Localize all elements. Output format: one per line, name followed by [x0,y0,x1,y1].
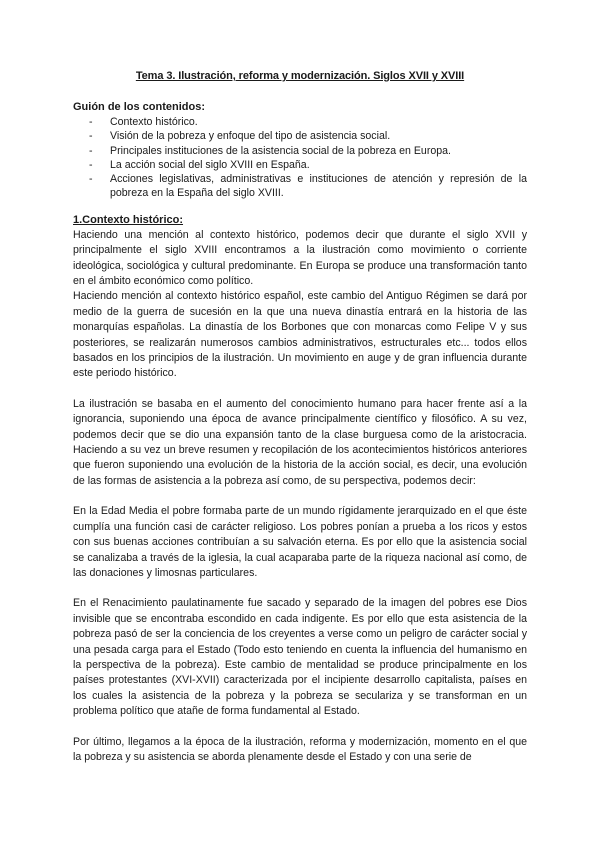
outline-item: - Principales instituciones de la asistencia social de la pobreza en Europa. [73,144,527,158]
outline-item: - Visión de la pobreza y enfoque del tipo de asistencia social. [73,129,527,143]
document-title: Tema 3. Ilustración, reforma y modernización. Siglos XVII y XVIII [135,70,465,82]
outline-item: - Acciones legislativas, administrativas e instituciones de atención y represión de la pobreza en la España del siglo XVIII. [73,172,527,201]
paragraph: Haciendo mención al contexto histórico español, este cambio del Antiguo Régimen se dará por medio de la guerra de sucesión en la que una nueva dinastía entrará en la historia de las monarquías españolas. La dinastía de los Borbones que con monarcas como Felipe V y sus posteriores, se realizarán numerosos cambios administrativos, estructurales etc... todos ellos basados en los principios de la ilustración. Un movimiento en auge y de gran influencia durante este periodo histórico. [73,290,527,380]
outline-item: - La acción social del siglo XVIII en España. [73,158,527,172]
paragraph: En el Renacimiento paulatinamente fue sacado y separado de la imagen del pobres ese Dios invisible que se encontraba escondido en cada indigente. Es por ello que esta asistencia de la pobreza pasó de ser la conciencia de los creyentes a verse como un peligro de carácter social y una pesada carga para el Estado (Todo esto teniendo en cuenta la influencia del humanismo en la perspectiva de la pobreza). Este cambio de mentalidad se produce principalmente en los países protestantes (XVI-XVII) caracterizada por el incipiente desarrollo capitalista, países en los cuales la asistencia de la pobreza y la pobreza se seculariza y se transforman en un problema político que atañe de forma fundamental al Estado. [73,597,527,718]
outline-heading: Guión de los contenidos: [73,101,205,113]
paragraph: Por último, llegamos a la época de la ilustración, reforma y modernización, momento en el que la pobreza y su asistencia se aborda plenamente desde el Estado y con una serie de [73,735,527,763]
outline-list [73,115,527,201]
paragraph: Haciendo una mención al contexto histórico, podemos decir que durante el siglo XVII y principalmente el siglo XVIII encontramos a la ilustración como movimiento o corriente ideológica, sociológica y cultural predominante. En Europa se produce una transformación tanto en el ámbito económico como político. [73,228,527,287]
paragraph: En la Edad Media el pobre formaba parte de un mundo rígidamente jerarquizado en el que éste cumplía una función casi de carácter religioso. Los pobres ponían a prueba a los ricos y estos con sus buenas acciones contribuían a su salvación eterna. Es por ello que la asistencia social se canalizaba a través de la iglesia, la cual acaparaba parte de la riqueza nacional así como, de las donaciones y limosnas particulares. [73,505,527,579]
paragraph: La ilustración se basaba en el aumento del conocimiento humano para hacer frente así a la ignorancia, suponiendo una época de avance principalmente científico y filosófico. A su vez, podemos decir que se dio una expansión tanto de la clase burguesa como de la aristocracia. Haciendo a su vez un breve resumen y recopilación de los acontecimientos históricos anteriores que fueron suponiendo una evolución de la historia de la acción social, es decir, una evolución de las formas de asistencia a la pobreza así como, de su perspectiva, podemos decir: [73,397,527,487]
outline-item: - Contexto histórico. [73,115,527,129]
section-heading: 1.Contexto histórico: [73,213,184,226]
